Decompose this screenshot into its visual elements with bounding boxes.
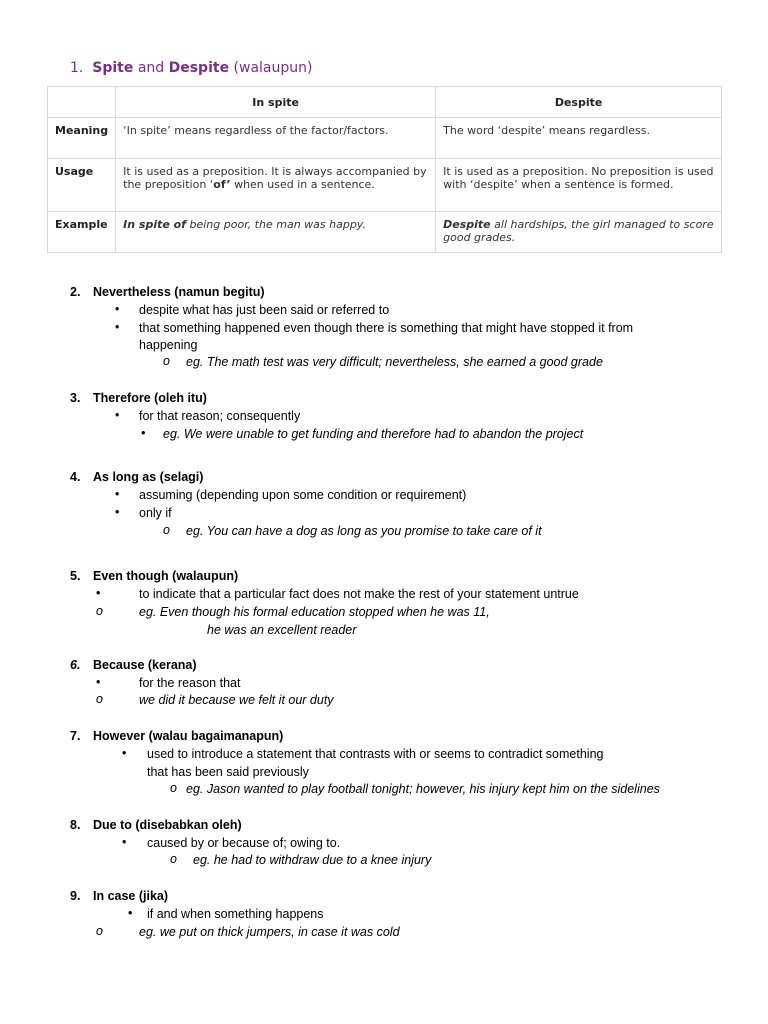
sub-marker: o bbox=[170, 852, 177, 866]
section-title: Because (kerana) bbox=[93, 658, 197, 672]
example-line-continued: he was an excellent reader bbox=[207, 623, 357, 637]
table-row bbox=[48, 118, 722, 159]
section-title: As long as (selagi) bbox=[93, 470, 204, 484]
section-number: 8. bbox=[70, 818, 81, 832]
section-number: 9. bbox=[70, 889, 81, 903]
section-8-heading bbox=[70, 817, 242, 835]
section-1-heading bbox=[70, 60, 312, 76]
section-5-heading bbox=[70, 568, 238, 586]
example-line: eg. we put on thick jumpers, in case it was cold bbox=[139, 925, 400, 939]
bullet-marker: • bbox=[141, 426, 146, 440]
section-number: 6. bbox=[70, 658, 81, 672]
section-4-heading bbox=[70, 469, 203, 487]
sub-marker: o bbox=[163, 523, 170, 537]
section-number: 4. bbox=[70, 470, 81, 484]
sub-marker: o bbox=[96, 924, 103, 938]
heading-word-spite: Spite bbox=[92, 60, 134, 76]
section-number: 2. bbox=[70, 285, 81, 299]
comparison-table bbox=[47, 86, 722, 253]
section-6-heading bbox=[70, 657, 197, 675]
cell-despite-usage: It is used as a preposition. No preposition is used with ‘despite’ when a sentence is formed. bbox=[436, 159, 722, 212]
section-title: Due to (disebabkan oleh) bbox=[93, 818, 242, 832]
section-title: Nevertheless (namun begitu) bbox=[93, 285, 265, 299]
cell-in-spite-meaning: ‘In spite’ means regardless of the factor/factors. bbox=[116, 118, 436, 159]
example-line: eg. We were unable to get funding and therefore had to abandon the project bbox=[163, 427, 584, 441]
table-header-in-spite: In spite bbox=[116, 87, 436, 118]
bullet-marker: • bbox=[122, 746, 127, 760]
table-row bbox=[48, 212, 722, 253]
row-label-usage: Usage bbox=[48, 159, 116, 212]
bullet-marker: • bbox=[115, 505, 120, 519]
bullet-marker: • bbox=[96, 675, 101, 689]
section-title: Even though (walaupun) bbox=[93, 569, 239, 583]
example-line: we did it because we felt it our duty bbox=[139, 693, 334, 707]
list-item: for the reason that bbox=[139, 676, 241, 690]
example-bold: In spite of bbox=[123, 218, 186, 231]
cell-despite-example bbox=[436, 212, 722, 253]
list-item: if and when something happens bbox=[147, 907, 324, 921]
example-line: eg. You can have a dog as long as you promise to take care of it bbox=[186, 524, 542, 538]
table-header-empty bbox=[48, 87, 116, 118]
section-7-heading bbox=[70, 728, 283, 746]
heading-and: and bbox=[137, 60, 165, 76]
bullet-marker: • bbox=[122, 835, 127, 849]
list-item-continued: happening bbox=[139, 338, 198, 352]
example-line: eg. Jason wanted to play football tonight; however, his injury kept him on the sidelines bbox=[186, 782, 660, 796]
bullet-marker: • bbox=[115, 302, 120, 316]
list-item: assuming (depending upon some condition or requirement) bbox=[139, 488, 467, 502]
example-rest: all hardships, the girl managed to score good grades. bbox=[443, 218, 714, 244]
section-9-heading bbox=[70, 888, 168, 906]
list-item: used to introduce a statement that contrasts with or seems to contradict something bbox=[147, 747, 604, 761]
sub-marker: o bbox=[163, 354, 170, 368]
usage-text-part: when used in a sentence. bbox=[230, 178, 375, 191]
bullet-marker: • bbox=[128, 906, 133, 920]
bullet-marker: • bbox=[96, 586, 101, 600]
table-header-row bbox=[48, 87, 722, 118]
section-number: 1. bbox=[70, 60, 84, 76]
list-item: that something happened even though there is something that might have stopped it from bbox=[139, 321, 634, 335]
sub-marker: o bbox=[170, 781, 177, 795]
sub-marker: o bbox=[96, 692, 103, 706]
usage-text-of: of’ bbox=[213, 178, 231, 191]
heading-word-despite: Despite bbox=[168, 60, 230, 76]
table-row bbox=[48, 159, 722, 212]
section-title: Therefore (oleh itu) bbox=[93, 391, 207, 405]
section-2-heading bbox=[70, 284, 265, 302]
list-item: caused by or because of; owing to. bbox=[147, 836, 341, 850]
section-number: 3. bbox=[70, 391, 81, 405]
row-label-example: Example bbox=[48, 212, 116, 253]
section-number: 7. bbox=[70, 729, 81, 743]
cell-in-spite-example bbox=[116, 212, 436, 253]
table-header-despite: Despite bbox=[436, 87, 722, 118]
sub-marker: o bbox=[96, 604, 103, 618]
heading-gloss: (walaupun) bbox=[233, 60, 313, 76]
example-bold: Despite bbox=[443, 218, 491, 231]
section-title: In case (jika) bbox=[93, 889, 169, 903]
section-number: 5. bbox=[70, 569, 81, 583]
list-item-continued: that has been said previously bbox=[147, 765, 309, 779]
list-item: only if bbox=[139, 506, 172, 520]
row-label-meaning: Meaning bbox=[48, 118, 116, 159]
example-line: eg. The math test was very difficult; nevertheless, she earned a good grade bbox=[186, 355, 603, 369]
list-item: for that reason; consequently bbox=[139, 409, 301, 423]
example-line: eg. Even though his formal education stopped when he was 11, bbox=[139, 605, 490, 619]
cell-despite-meaning: The word ‘despite’ means regardless. bbox=[436, 118, 722, 159]
example-rest: being poor, the man was happy. bbox=[185, 218, 366, 231]
bullet-marker: • bbox=[115, 408, 120, 422]
bullet-marker: • bbox=[115, 487, 120, 501]
list-item: despite what has just been said or referred to bbox=[139, 303, 390, 317]
usage-text-part: It is used as a preposition. It is always accompanied by the preposition ‘ bbox=[123, 165, 427, 191]
list-item: to indicate that a particular fact does not make the rest of your statement untrue bbox=[139, 587, 579, 601]
example-line: eg. he had to withdraw due to a knee injury bbox=[193, 853, 432, 867]
bullet-marker: • bbox=[115, 320, 120, 334]
cell-in-spite-usage bbox=[116, 159, 436, 212]
section-title: However (walau bagaimanapun) bbox=[93, 729, 284, 743]
section-3-heading bbox=[70, 390, 207, 408]
